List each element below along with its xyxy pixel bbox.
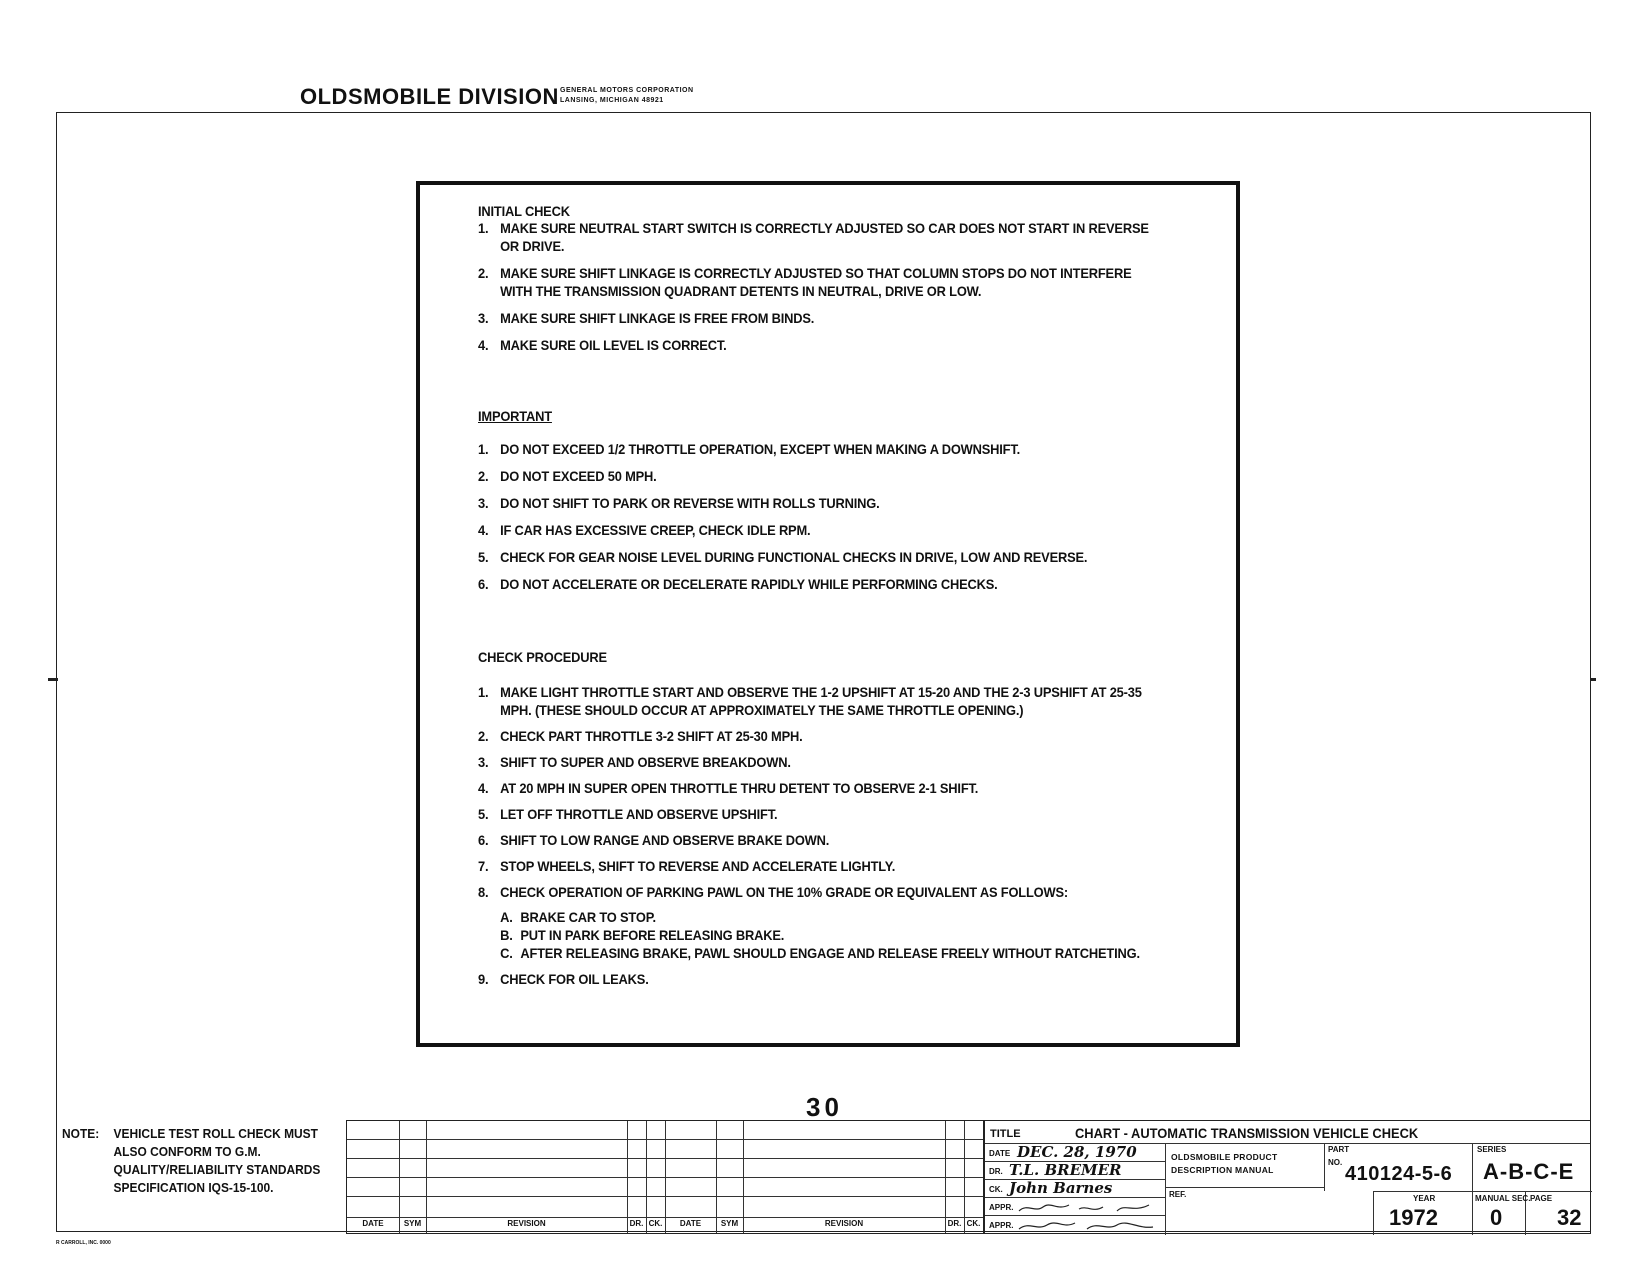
col-revision: REVISION	[824, 1219, 864, 1228]
item-number: 4.	[478, 337, 489, 353]
list-item	[478, 309, 1159, 327]
item-text: CHECK FOR GEAR NOISE LEVEL DURING FUNCTIONAL CHECKS IN DRIVE, LOW AND REVERSE.	[500, 549, 1088, 565]
item-text: STOP WHEELS, SHIFT TO REVERSE AND ACCELERATE LIGHTLY.	[500, 858, 896, 874]
col-date: DATE	[679, 1219, 702, 1228]
table-rule	[627, 1121, 628, 1233]
table-rule	[665, 1121, 666, 1233]
list-item	[478, 440, 1159, 458]
corporation-line: GENERAL MOTORS CORPORATION	[560, 87, 694, 94]
list-item	[478, 831, 1159, 849]
sub-list-item	[500, 944, 1159, 962]
item-number: 3.	[478, 754, 489, 770]
item-text: DO NOT EXCEED 1/2 THROTTLE OPERATION, EXCEPT WHEN MAKING A DOWNSHIFT.	[500, 441, 1021, 457]
year-value: 1972	[1389, 1205, 1438, 1230]
item-number: 3.	[478, 495, 489, 511]
item-text: MAKE SURE OIL LEVEL IS CORRECT.	[500, 337, 727, 353]
item-text: MAKE SURE SHIFT LINKAGE IS CORRECTLY ADJUSTED SO THAT COLUMN STOPS DO NOT INTERFERE WITH THE TRANSMISSION QUADRANT DETENTS IN NEUTRAL, DRIVE OR LOW.	[500, 265, 1132, 299]
sub-item-letter: A.	[500, 909, 513, 925]
item-text: CHECK OPERATION OF PARKING PAWL ON THE 10% GRADE OR EQUIVALENT AS FOLLOWS:	[500, 884, 1069, 900]
part-label: PART	[1328, 1145, 1350, 1154]
item-number: 3.	[478, 310, 489, 326]
series-value: A-B-C-E	[1483, 1159, 1575, 1184]
item-number: 1.	[478, 220, 489, 236]
checked-by: John Barnes	[1009, 1179, 1113, 1197]
drawing-date: DEC. 28, 1970	[1017, 1143, 1137, 1161]
sub-item-letter: C.	[500, 945, 513, 961]
list-item	[478, 219, 1159, 255]
parking-pawl-sub-list	[500, 908, 1159, 962]
col-dr: DR.	[629, 1219, 644, 1228]
list-item	[478, 494, 1159, 512]
list-item	[478, 883, 1159, 901]
drawn-by: T.L. BREMER	[1009, 1161, 1122, 1179]
item-text: DO NOT ACCELERATE OR DECELERATE RAPIDLY WHILE PERFORMING CHECKS.	[500, 576, 998, 592]
item-text: LET OFF THROTTLE AND OBSERVE UPSHIFT.	[500, 806, 778, 822]
printer-credit: R CARROLL, INC. 0000	[56, 1240, 111, 1246]
important-heading: IMPORTANT	[478, 408, 552, 424]
table-rule	[743, 1121, 744, 1233]
col-revision: REVISION	[507, 1219, 546, 1228]
list-item	[478, 779, 1159, 797]
manual-line: DESCRIPTION MANUAL	[1171, 1165, 1274, 1175]
table-rule	[985, 1197, 1165, 1198]
left-center-mark	[48, 678, 58, 681]
series-label: SERIES	[1477, 1145, 1507, 1154]
item-number: 8.	[478, 884, 489, 900]
item-number: 2.	[478, 265, 489, 281]
part-no-label: NO.	[1328, 1158, 1343, 1167]
col-ck: CK.	[648, 1219, 663, 1228]
approved-label: APPR.	[989, 1203, 1014, 1212]
item-number: 1.	[478, 684, 489, 700]
col-ck: CK.	[966, 1219, 981, 1228]
item-number: 6.	[478, 576, 489, 592]
sub-item-letter: B.	[500, 927, 513, 943]
manual-sec-label: MANUAL SEC.	[1475, 1194, 1531, 1203]
title-block	[984, 1120, 1591, 1234]
sub-list-item	[500, 908, 1159, 926]
approval-signature-2	[1017, 1217, 1157, 1233]
manual-line: OLDSMOBILE PRODUCT	[1171, 1152, 1278, 1162]
col-sym: SYM	[720, 1219, 739, 1228]
item-text: CHECK FOR OIL LEAKS.	[500, 971, 649, 987]
item-number: 1.	[478, 441, 489, 457]
table-rule	[646, 1121, 647, 1233]
col-date: DATE	[362, 1219, 384, 1228]
item-text: DO NOT EXCEED 50 MPH.	[500, 468, 657, 484]
item-text: MAKE SURE NEUTRAL START SWITCH IS CORRECTLY ADJUSTED SO CAR DOES NOT START IN REVERSE OR DRIVE.	[500, 220, 1149, 254]
list-item	[478, 467, 1159, 485]
item-text: SHIFT TO SUPER AND OBSERVE BREAKDOWN.	[500, 754, 791, 770]
item-text: CHECK PART THROTTLE 3-2 SHIFT AT 25-30 MPH.	[500, 728, 803, 744]
list-item	[478, 970, 1159, 988]
right-center-mark	[1590, 678, 1596, 681]
list-item	[478, 683, 1159, 719]
sub-item-text: AFTER RELEASING BRAKE, PAWL SHOULD ENGAGE AND RELEASE FREELY WITHOUT RATCHETING.	[520, 945, 1140, 961]
list-item	[478, 857, 1159, 875]
table-rule	[426, 1121, 427, 1233]
date-label: DATE	[989, 1149, 1011, 1158]
approval-signature-1	[1017, 1199, 1157, 1215]
item-number: 7.	[478, 858, 489, 874]
part-number: 410124-5-6	[1345, 1163, 1453, 1185]
note-label: NOTE:	[62, 1126, 100, 1141]
address-line: LANSING, MICHIGAN 48921	[560, 97, 664, 104]
revision-table	[346, 1120, 984, 1234]
initial-check-list	[478, 219, 1159, 354]
list-item	[478, 548, 1159, 566]
manual-name	[1171, 1151, 1277, 1177]
item-text: SHIFT TO LOW RANGE AND OBSERVE BRAKE DOWN.	[500, 832, 830, 848]
page-value: 32	[1557, 1205, 1582, 1230]
page-label: PAGE	[1530, 1194, 1553, 1203]
note-text: VEHICLE TEST ROLL CHECK MUST ALSO CONFORM TO G.M. QUALITY/RELIABILITY STANDARDS SPECIFICATION IQS-15-100.	[113, 1126, 321, 1195]
item-number: 5.	[478, 806, 489, 822]
table-rule	[945, 1121, 946, 1233]
item-text: DO NOT SHIFT TO PARK OR REVERSE WITH ROLLS TURNING.	[500, 495, 880, 511]
list-item	[478, 264, 1159, 300]
item-text: AT 20 MPH IN SUPER OPEN THROTTLE THRU DETENT TO OBSERVE 2-1 SHIFT.	[500, 780, 979, 796]
ref-label: REF.	[1169, 1190, 1187, 1199]
table-rule	[1472, 1143, 1473, 1235]
table-rule	[1165, 1143, 1166, 1235]
checked-by-label: CK.	[989, 1185, 1003, 1194]
table-rule	[1373, 1191, 1592, 1192]
item-number: 2.	[478, 468, 489, 484]
manual-sec-value: 0	[1490, 1205, 1503, 1230]
table-rule	[399, 1121, 400, 1233]
important-list	[478, 440, 1159, 593]
item-number: 5.	[478, 549, 489, 565]
item-number: 2.	[478, 728, 489, 744]
page-number: 30	[806, 1092, 843, 1122]
item-text: MAKE SURE SHIFT LINKAGE IS FREE FROM BINDS.	[500, 310, 815, 326]
table-rule	[1373, 1191, 1374, 1235]
sub-item-text: BRAKE CAR TO STOP.	[520, 909, 656, 925]
list-item	[478, 727, 1159, 745]
list-item	[478, 521, 1159, 539]
table-rule	[716, 1121, 717, 1233]
col-dr: DR.	[947, 1219, 962, 1228]
division-title: OLDSMOBILE DIVISION	[300, 84, 559, 109]
list-item	[478, 753, 1159, 771]
sub-item-text: PUT IN PARK BEFORE RELEASING BRAKE.	[520, 927, 785, 943]
drawing-title: CHART - AUTOMATIC TRANSMISSION VEHICLE CHECK	[1075, 1125, 1419, 1141]
item-text: IF CAR HAS EXCESSIVE CREEP, CHECK IDLE RPM.	[500, 522, 811, 538]
initial-check-heading: INITIAL CHECK	[478, 203, 570, 219]
item-number: 6.	[478, 832, 489, 848]
procedure-content	[478, 203, 1159, 988]
year-label: YEAR	[1413, 1194, 1436, 1203]
table-rule	[985, 1215, 1165, 1216]
item-number: 9.	[478, 971, 489, 987]
table-rule	[1165, 1187, 1324, 1188]
check-procedure-heading: CHECK PROCEDURE	[478, 649, 607, 665]
list-item	[478, 805, 1159, 823]
title-label: TITLE	[990, 1128, 1021, 1140]
table-rule	[1324, 1143, 1325, 1191]
sub-list-item	[500, 926, 1159, 944]
item-number: 4.	[478, 522, 489, 538]
list-item	[478, 336, 1159, 354]
col-sym: SYM	[403, 1219, 422, 1228]
table-rule	[964, 1121, 965, 1233]
item-number: 4.	[478, 780, 489, 796]
list-item	[478, 575, 1159, 593]
corporation-address	[560, 86, 694, 106]
check-procedure-list	[478, 683, 1159, 901]
approved-label-2: APPR.	[989, 1221, 1014, 1230]
item-text: MAKE LIGHT THROTTLE START AND OBSERVE THE 1-2 UPSHIFT AT 15-20 AND THE 2-3 UPSHIFT AT 25-35 MPH. (THESE SHOULD OCCUR AT APPROXIMATELY THE SAME THROTTLE OPENING.)	[500, 684, 1142, 718]
drawn-by-label: DR.	[989, 1167, 1003, 1176]
check-procedure-last	[478, 970, 1159, 988]
